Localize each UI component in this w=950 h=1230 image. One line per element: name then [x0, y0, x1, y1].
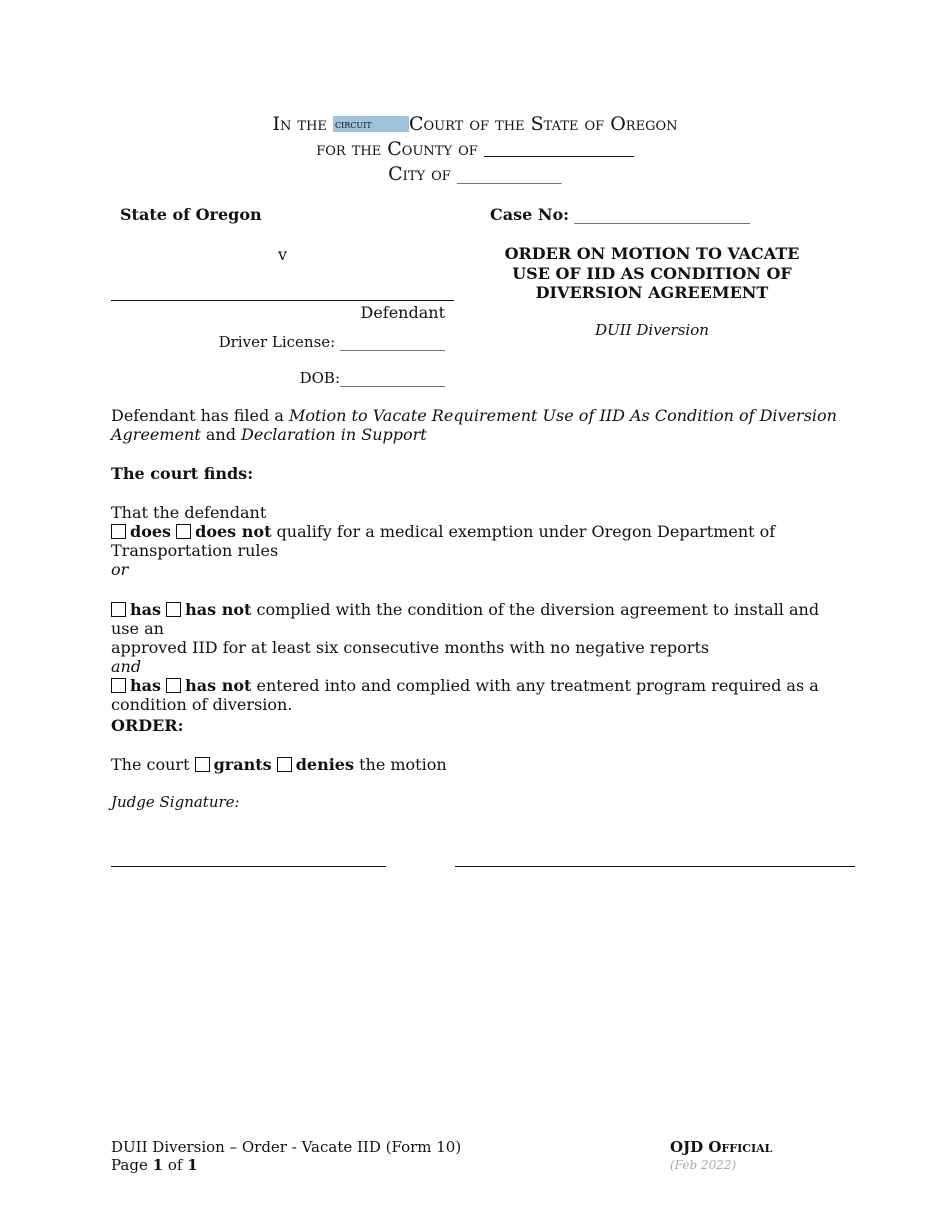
- driver-license-row: Driver License: ______________: [218, 333, 445, 351]
- order-title: ORDER ON MOTION TO VACATE USE OF IID AS CONDITION OF DIVERSION AGREEMENT: [504, 244, 800, 302]
- court-type-field[interactable]: circuit: [333, 116, 409, 132]
- versus-text: v: [278, 245, 288, 264]
- finds-heading: The court finds:: [111, 464, 254, 483]
- court-heading-line1: In the circuit Court of the State of Oregon: [272, 113, 678, 135]
- footer-form-info: [111, 1138, 461, 1174]
- form-date: (Feb 2022): [670, 1158, 737, 1172]
- page-number: Page 1 of 1: [111, 1156, 198, 1174]
- finding-medical: That the defendant does does not qualify for a medical exemption under Oregon Department of Transportation rules or: [111, 503, 776, 579]
- defendant-label: Defendant: [360, 303, 445, 322]
- dob-field[interactable]: ______________: [340, 369, 445, 387]
- court-ruling-row: The court grants denies the motion: [111, 755, 447, 774]
- driver-license-field[interactable]: ______________: [340, 333, 445, 351]
- dob-row: DOB:______________: [299, 369, 445, 387]
- footer-official: [670, 1138, 772, 1174]
- case-no-field[interactable]: ______________________: [574, 205, 751, 224]
- grants-checkbox[interactable]: [195, 757, 210, 772]
- order-heading: ORDER:: [111, 716, 184, 735]
- official-label: OJD Official: [670, 1138, 773, 1156]
- court-heading-line3: City of ______________: [388, 163, 562, 185]
- signature-date-line[interactable]: [111, 866, 386, 867]
- does-not-checkbox[interactable]: [176, 524, 191, 539]
- case-no-row: Case No: ______________________: [490, 205, 751, 224]
- finding-compliance: has has not complied with the condition of the diversion agreement to install and use an approved IID for at least six consecutive months with no negative reports and has has not entered into and complied with any treatment program required as a condition of diversion.: [111, 600, 820, 714]
- defendant-name-line[interactable]: [111, 300, 454, 301]
- form-name: DUII Diversion – Order - Vacate IID (Form 10): [111, 1138, 462, 1156]
- city-field[interactable]: ______________: [456, 166, 562, 184]
- judge-signature-line[interactable]: [455, 866, 855, 867]
- has-iid-checkbox[interactable]: [111, 602, 126, 617]
- does-checkbox[interactable]: [111, 524, 126, 539]
- judge-signature-label: Judge Signature:: [111, 793, 240, 811]
- county-field[interactable]: [484, 156, 634, 157]
- has-treatment-checkbox[interactable]: [111, 678, 126, 693]
- court-heading-line2: for the County of: [0, 138, 950, 160]
- order-subtitle: DUII Diversion: [595, 321, 709, 339]
- has-not-treatment-checkbox[interactable]: [166, 678, 181, 693]
- has-not-iid-checkbox[interactable]: [166, 602, 181, 617]
- motion-filed-paragraph: Defendant has filed a Motion to Vacate Requirement Use of IID As Condition of Diversion Agreement and Declaration in Support: [111, 406, 837, 444]
- denies-checkbox[interactable]: [277, 757, 292, 772]
- plaintiff-name: State of Oregon: [120, 205, 262, 224]
